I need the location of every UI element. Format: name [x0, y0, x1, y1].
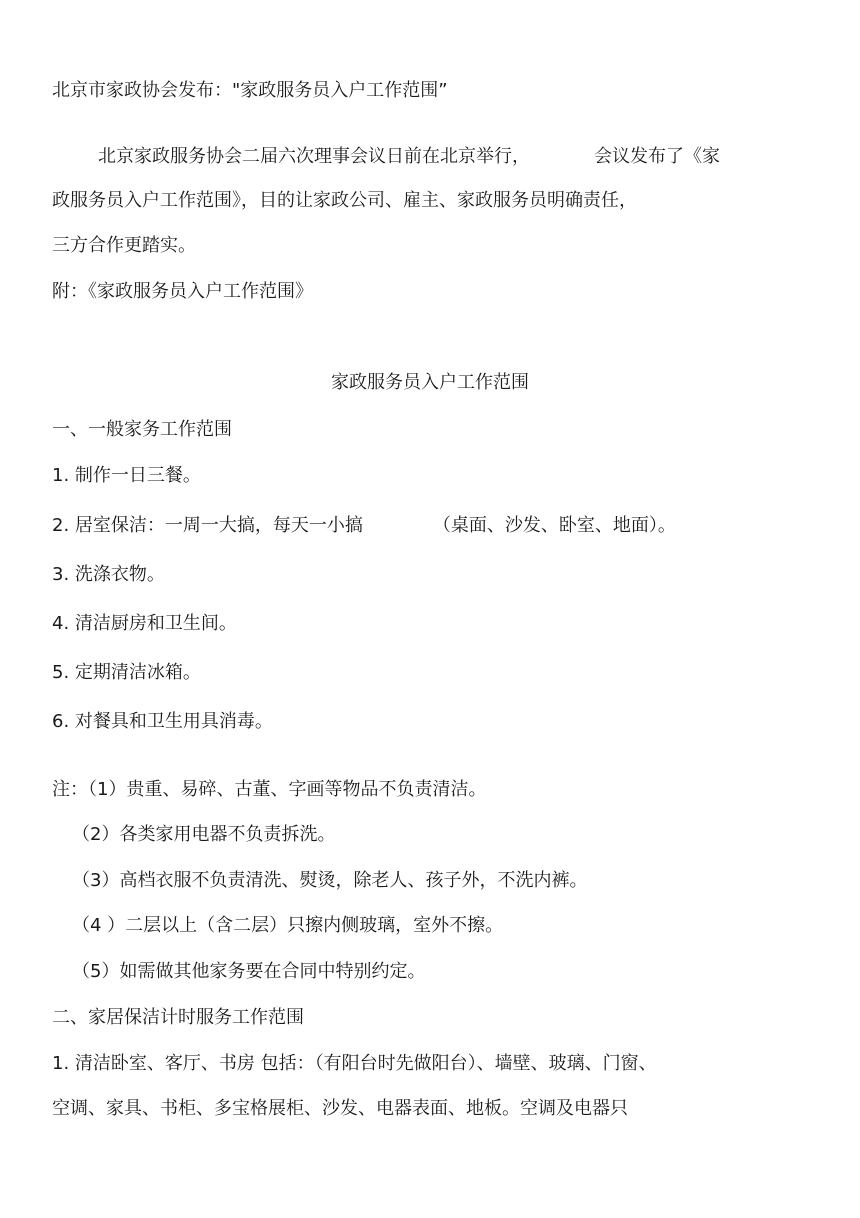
section-2-line-2: 空调、家具、书柜、多宝格展柜、沙发、电器表面、地板。空调及电器只: [52, 1098, 628, 1119]
note-item: （2）各类家用电器不负责拆洗。: [72, 824, 336, 845]
note-item: （5）如需做其他家务要在合同中特别约定。: [72, 961, 426, 982]
list-item: 1. 制作一日三餐。: [52, 465, 201, 486]
intro-line-3: 三方合作更踏实。: [52, 235, 196, 256]
article-title: 北京市家政协会发布："家政服务员入户工作范围”: [52, 80, 448, 101]
note-item: （4 ）二层以上（含二层）只擦内侧玻璃，室外不擦。: [72, 915, 504, 936]
note-item: 注：（1）贵重、易碎、古董、字画等物品不负责清洁。: [52, 779, 487, 800]
document-title: 家政服务员入户工作范围: [331, 372, 529, 393]
list-item: 6. 对餐具和卫生用具消毒。: [52, 711, 273, 732]
intro-line-2: 政服务员入户工作范围》，目的让家政公司、雇主、家政服务员明确责任，: [52, 190, 637, 211]
section-2-line-1: 1. 清洁卧室、客厅、书房 包括：（有阳台时先做阳台）、墙壁、玻璃、门窗、: [52, 1053, 657, 1074]
intro-line-1-part-a: 北京家政服务协会二届六次理事会议日前在北京举行，: [98, 146, 530, 167]
section-1-heading: 一、一般家务工作范围: [52, 419, 232, 440]
list-item-tail: （桌面、沙发、卧室、地面）。: [432, 515, 676, 536]
list-item: [52, 514, 676, 538]
note-item: （3）高档衣服不负责清洗、熨烫，除老人、孩子外，不洗内裤。: [72, 870, 588, 891]
intro-line-1-part-b: 会议发布了《家: [594, 146, 720, 167]
intro-line-1: [98, 145, 720, 169]
section-2-heading: 二、家居保洁计时服务工作范围: [52, 1007, 304, 1028]
list-item-main: 2. 居室保洁：一周一大搞，每天一小搞: [52, 515, 363, 536]
list-item: 3. 洗涤衣物。: [52, 564, 165, 585]
list-item: 4. 清洁厨房和卫生间。: [52, 613, 237, 634]
list-item: 5. 定期清洁冰箱。: [52, 662, 201, 683]
attachment-line: 附：《家政服务员入户工作范围》: [52, 281, 313, 302]
